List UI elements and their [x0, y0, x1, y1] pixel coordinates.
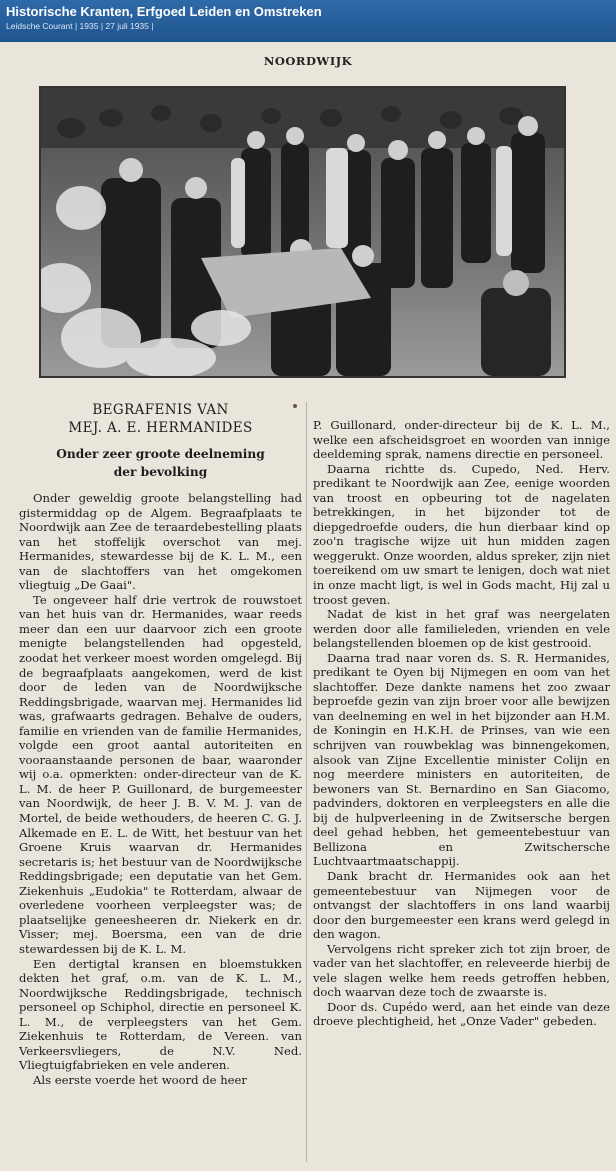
- paragraph: Daarna richtte ds. Cupedo, Ned. Herv. predikant te Noordwijk aan Zee, eenige woorden van troost en opbeuring tot de nagelaten betrekkingen, in het bijzonder tot de diepgedroefde ouders, die hun dierbaar kind op zoo'n tragische wijze uit hun midden zagen weggerukt. Onze woorden, aldus spreker, zijn niet toereikend om uw smart te lenigen, doch wat niet in onze macht ligt, is wel in Gods macht, Hij zal u troost geven.: [313, 461, 610, 607]
- paragraph: P. Guillonard, onder-directeur bij de K. L. M., welke een afscheidsgroet en woorden van innige deeldeming sprak, namens directie en personeel.: [313, 418, 610, 462]
- paragraph: Een dertigtal kransen en bloemstukken dekten het graf, o.m. van de K. L. M., Noordwijksche Reddingsbrigade, technisch personeel op Schiphol, directie en personeel K. L. M., de verpleegsters van het Gem. Ziekenhuis te Rotterdam, de Vereen. van Verkeersvliegers, de N.V. Ned. Vliegtuigfabrieken en vele anderen.: [19, 956, 302, 1073]
- article-left-column: [19, 401, 302, 1087]
- paragraph: Nadat de kist in het graf was neergelaten werden door alle familieleden, vrienden en vele belangstellenden bloemen op de kist gestrooid.: [313, 607, 610, 651]
- section-title: NOORDWIJK: [263, 54, 353, 68]
- issue-meta: Leidsche Courant | 1935 | 27 juli 1935 |: [6, 21, 154, 31]
- newspaper-page: [0, 42, 616, 1171]
- funeral-photo: [39, 86, 566, 378]
- subhead-line-1: Onder zeer groote deelneming: [56, 447, 265, 461]
- funeral-photo-image: [41, 88, 564, 376]
- paragraph: Onder geweldig groote belangstelling had gistermiddag op de Algem. Begraafplaats te Noordwijk aan Zee de teraardebestelling plaats van het stoffelijk overschot van mej. Hermanides, stewardesse bij de K. L. M., een van de slachtoffers van het omgekomen vliegtuig „De Gaai".: [19, 491, 302, 593]
- column-divider: [306, 402, 307, 1162]
- collection-title[interactable]: Historische Kranten, Erfgoed Leiden en Omstreken: [6, 4, 322, 19]
- viewer-header: [0, 0, 616, 42]
- paragraph: Door ds. Cupédo werd, aan het einde van deze droeve plechtigheid, het „Onze Vader" gebeden.: [313, 999, 610, 1029]
- headline-line-1: BEGRAFENIS VAN: [92, 402, 229, 418]
- paragraph: Vervolgens richt spreker zich tot zijn broer, de vader van het slachtoffer, en releveerde hierbij de vele slagen welke hem reeds getroffen hebben, doch waarvan deze toch de zwaarste is.: [313, 941, 610, 1000]
- headline-line-2: MEJ. A. E. HERMANIDES: [68, 420, 253, 436]
- article-headline: [19, 401, 302, 437]
- paragraph: Als eerste voerde het woord de heer: [33, 1072, 247, 1087]
- article-subheadline: [19, 445, 302, 481]
- paragraph: Dank bracht dr. Hermanides ook aan het gemeentebestuur van Nijmegen voor de ontvangst der slachtoffers in ons land waarbij door den burgemeester een krans werd gelegd in den wagon.: [313, 868, 610, 942]
- paragraph: Te ongeveer half drie vertrok de rouwstoet van het huis van dr. Hermanides, waar reeds meer dan een uur daarvoor zich een groote menigte belangstellenden had opgesteld, zoodat het verkeer moest worden omgelegd. Bij de begraafplaats aangekomen, werd de kist door de leden van de Noordwijksche Reddingsbrigade, waarvan mej. Hermanides lid was, grafwaarts gedragen. Behalve de ouders, familie en vrienden van de familie Hermanides, volgde een groot aantal autoriteiten en vooraanstaande personen de baar, waaronder wij o.a. opmerkten: onder-directeur van de K. L. M. de heer P. Guillonard, de burgemeester van Noordwijk, de heer J. B. V. M. J. van de Mortel, de beide wethouders, de heeren C. G. J. Alkemade en E. L. de Witt, het bestuur van het Groene Kruis waarvan dr. Hermanides secretaris is; het bestuur van de Noordwijksche Reddingsbrigade; een deputatie van het Gem. Ziekenhuis „Eudokia" te Rotterdam, alwaar de overledene voorheen verpleegster was; de plaatselijke geneesheeren dr. Niekerk en dr. Visser; mej. Boersma, een van de drie stewardessen bij de K. L. M.: [19, 592, 302, 956]
- article-right-column: [313, 418, 610, 1029]
- paragraph: Daarna trad naar voren ds. S. R. Hermanides, predikant te Oyen bij Nijmegen en oom van het slachtoffer. Deze dankte namens het zoo zwaar beproefde gezin van zijn broer voor alle bewijzen van deelneming en wel in het bijzonder aan H.M. de Koningin en H.K.H. de Prinses, van wie een schrijven van rouwbeklag was binnengekomen, alsook van Zijne Excellentie minister Colijn en nog meerdere ministers en autoriteiten, de bewoners van St. Bernardino en San Giacomo, padvinders, doktoren en verpleegsters en alle die bij de hulpverleening in de Zwitsersche bergen deel gehad hebben, het gemeentebestuur van Bellizona en Zwitschersche Luchtvaartmaatschappij.: [313, 650, 610, 869]
- subhead-line-2: der bevolking: [113, 465, 208, 479]
